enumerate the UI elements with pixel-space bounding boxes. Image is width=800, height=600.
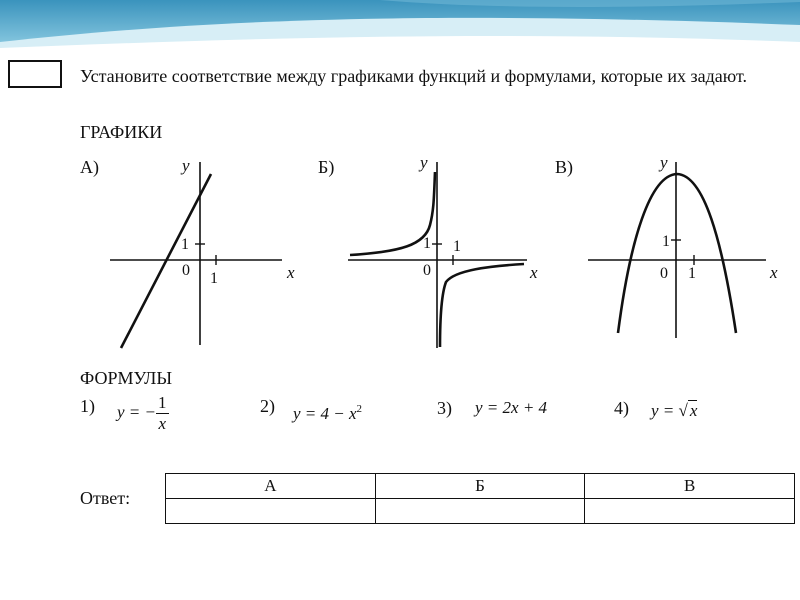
panel-label-b: Б) (318, 157, 335, 177)
parabola-curve (618, 174, 736, 333)
x-tick-label: 1 (453, 238, 461, 255)
formula-index-1: 1) (80, 396, 95, 416)
panel-label-c: В) (555, 157, 573, 177)
formula-index-4: 4) (614, 398, 629, 418)
origin-label: 0 (182, 262, 190, 279)
answer-cell-c[interactable] (585, 499, 795, 524)
answer-cell-a[interactable] (166, 499, 376, 524)
graph-panel-c (555, 153, 778, 338)
y-tick-label: 1 (423, 235, 431, 252)
x-axis-label: x (287, 263, 295, 282)
answer-header-a: А (166, 474, 376, 499)
graphs-section-title: ГРАФИКИ (80, 122, 163, 142)
x-axis-label: x (770, 263, 778, 282)
hyperbola-right-branch (440, 264, 524, 347)
header-banner (0, 0, 800, 50)
graphs-figure (0, 145, 800, 360)
x-axis-label: x (530, 263, 538, 282)
answer-label: Ответ: (80, 488, 131, 508)
graph-panel-a (80, 156, 295, 348)
answer-cell-b[interactable] (375, 499, 585, 524)
formula-3: y = 2x + 4 (475, 398, 548, 417)
panel-label-a: А) (80, 157, 99, 177)
answer-header-row (166, 474, 795, 499)
y-axis-label: y (420, 153, 428, 172)
y-axis-label: y (660, 153, 668, 172)
answer-header-c: В (585, 474, 795, 499)
formula-4: y = √ x (651, 401, 698, 420)
answer-number-box (8, 60, 62, 88)
graph-panel-b (318, 153, 538, 348)
formula-index-3: 3) (437, 398, 452, 418)
formula-2: $y = 4 - x^2$ (293, 403, 363, 423)
y-tick-label: 1 (662, 233, 670, 250)
y-tick-label: 1 (181, 236, 189, 253)
x-tick-label: 1 (688, 265, 696, 282)
origin-label: 0 (423, 262, 431, 279)
y-axis-label: y (182, 156, 190, 175)
x-tick-label: 1 (210, 270, 218, 287)
origin-label: 0 (660, 265, 668, 282)
answer-header-b: Б (375, 474, 585, 499)
fraction: $\frac{1}{x}$ (158, 393, 167, 433)
line-curve (121, 174, 211, 348)
answer-input-row (166, 499, 795, 524)
formula-index-2: 2) (260, 396, 275, 416)
formulas-section-title: ФОРМУЛЫ (80, 368, 173, 388)
formula-1: y = − $\frac{1}{x}$ (117, 393, 167, 433)
task-statement: Установите соответствие между графиками функций и формулами, которые их задают. (80, 66, 747, 86)
answer-table (165, 473, 795, 524)
formulas-row (0, 390, 800, 460)
